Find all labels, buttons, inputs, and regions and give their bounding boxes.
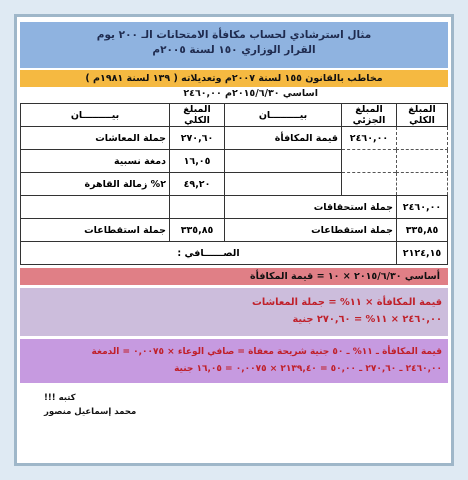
reward-partial: ٢٤٦٠,٠٠ <box>342 127 397 150</box>
title-banner <box>20 22 448 68</box>
pensions-label: جملة المعاشات <box>21 127 170 150</box>
title-line-1: مثال استرشادي لحساب مكافأة الامتحانات الـ ٢٠٠ يوم <box>96 29 372 41</box>
title-line-2: القرار الوزاري ١٥٠ لسنة ٢٠٠٥م <box>152 44 316 56</box>
reward-formula: أساسي ٢٠١٥/٦/٣٠ × ١٠ = قيمة المكافأة <box>20 268 448 285</box>
net-total: ٢١٢٤,١٥ <box>397 242 448 265</box>
reward-label: قيمة المكافأة <box>225 127 342 150</box>
pensions-value: ٢٧٠,٦٠ <box>170 127 225 150</box>
stamp-value: ١٦,٠٥ <box>170 150 225 173</box>
deductions-value-left: ٣٣٥,٨٥ <box>170 219 225 242</box>
pensions-formula-line-2: ٢٤٦٠,٠٠ × ١١% = ٢٧٠,٦٠ جنية <box>292 314 442 325</box>
stamp-label: دمغة نسبية <box>21 150 170 173</box>
table-row <box>21 219 448 242</box>
dues-total: ٢٤٦٠,٠٠ <box>397 196 448 219</box>
deductions-label-left: جملة استقطاعات <box>21 219 170 242</box>
law-banner: مخاطب بالقانون ١٥٥ لسنة ٢٠٠٧م وتعديلاته ( ١٣٩ لسنة ١٩٨١م ) <box>20 70 448 87</box>
table-row <box>21 150 448 173</box>
table-row <box>21 196 448 219</box>
stamp-formula-line-2: ٢٤٦٠,٠٠ ـ ٢٧٠,٦٠ ـ ٥٠,٠٠ = ٢١٣٩,٤٠ × ٠,٠٠٧٥ = ١٦,٠٥ جنية <box>174 364 442 374</box>
deductions-label: جملة استقطاعات <box>225 219 397 242</box>
document <box>20 22 448 419</box>
signature-name: محمد إسماعيل منصور <box>44 407 137 417</box>
stamp-formula <box>20 339 448 383</box>
deductions-total: ٣٣٥,٨٥ <box>397 219 448 242</box>
pensions-formula-line-1: قيمة المكافأة × ١١% = جملة المعاشات <box>252 297 442 308</box>
pensions-formula <box>20 288 448 336</box>
net-label: الصــــــافي : <box>21 242 397 265</box>
cairo-label: ٢% زمالة القاهرة <box>21 173 170 196</box>
table-row <box>21 242 448 265</box>
header-total: المبلغ الكلي <box>397 104 448 127</box>
basic-salary-line: اساسي ٢٠١٥/٦/٣٠م ٢٤٦٠,٠٠ <box>183 88 318 99</box>
header-partial: المبلغ الجزئي <box>342 104 397 127</box>
signature-block <box>20 391 448 419</box>
header-statement-2: بيـــــــــان <box>21 104 170 127</box>
table-row <box>21 127 448 150</box>
cairo-value: ٤٩,٢٠ <box>170 173 225 196</box>
dues-label: جملة استحقاقات <box>225 196 397 219</box>
calculation-table <box>20 103 448 265</box>
header-statement: بيـــــــــان <box>225 104 342 127</box>
header-total-2: المبلغ الكلي <box>170 104 225 127</box>
table-row <box>21 173 448 196</box>
table-header-row <box>21 104 448 127</box>
signature-label: كتبه !!! <box>44 393 76 403</box>
stamp-formula-line-1: قيمة المكافأة ـ ١١% ـ ٥٠ جنية شريحة معفاة = صافي الوعاء × ٠,٠٠٧٥ = الدمغة <box>91 347 442 357</box>
